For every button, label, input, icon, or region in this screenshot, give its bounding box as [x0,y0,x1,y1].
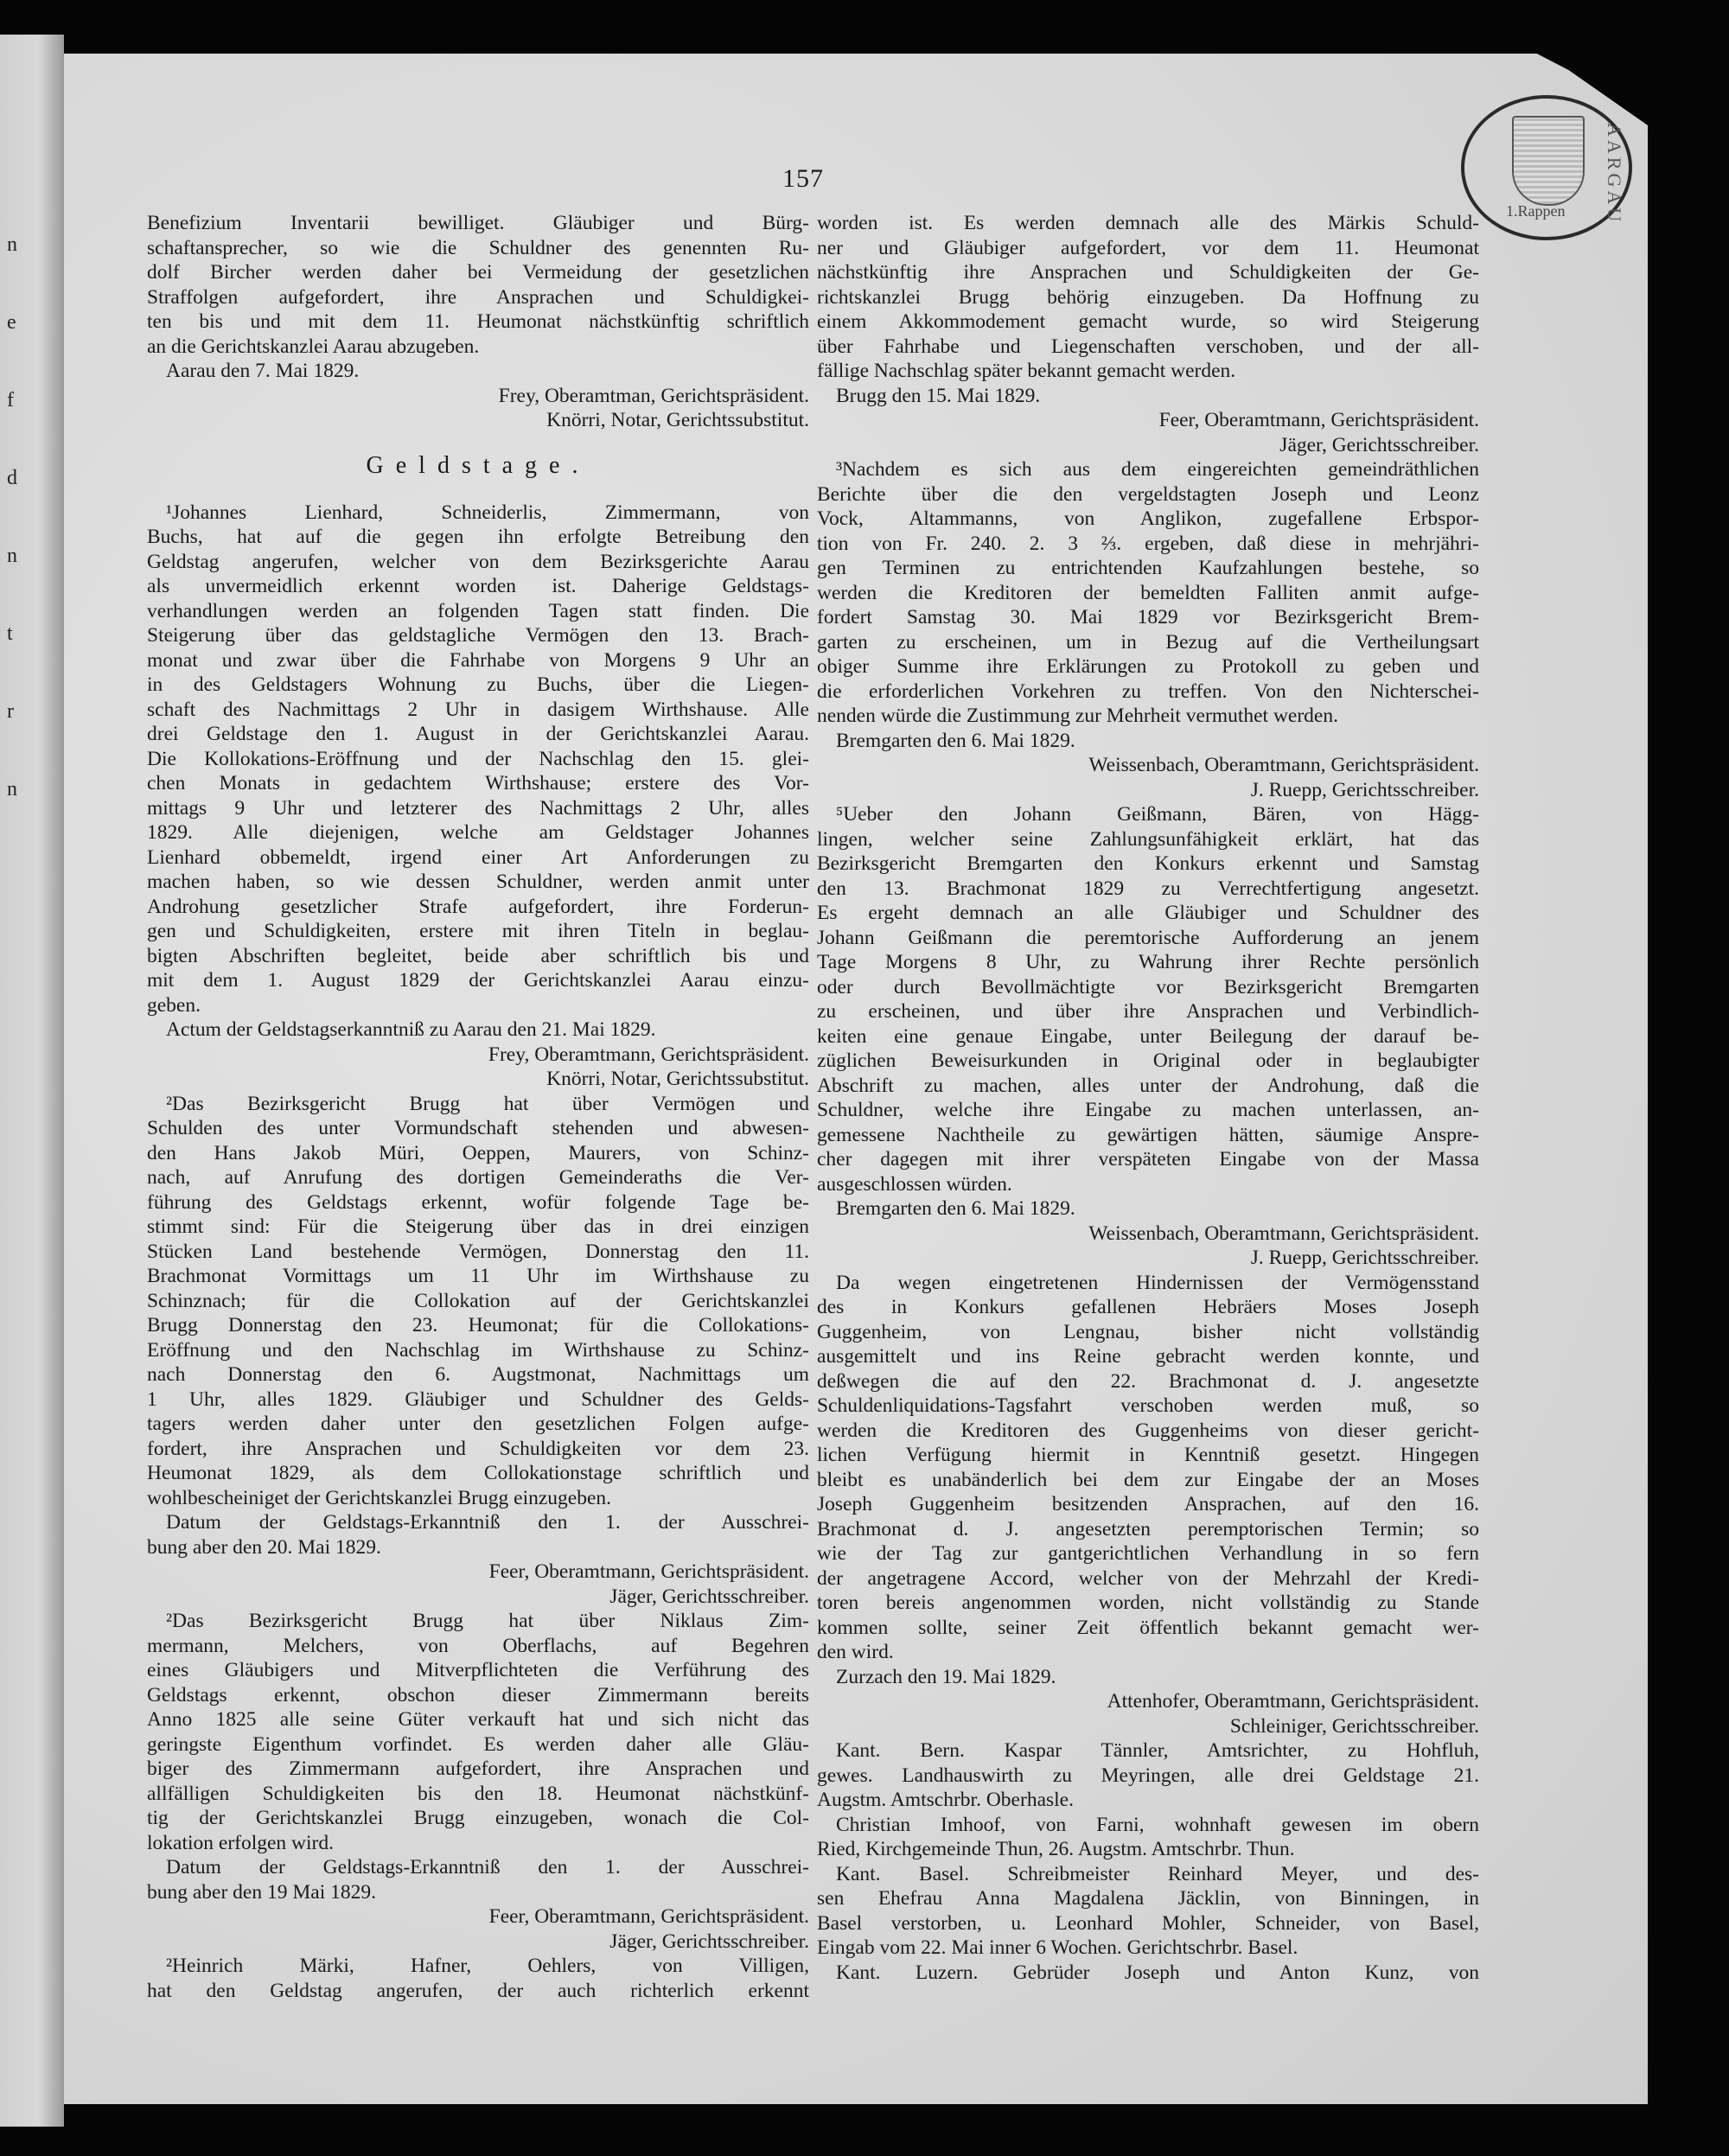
text-line: führung des Geldstags erkennt, wofür folgende Tage be- [147,1190,809,1214]
previous-page-letter: r [7,700,14,723]
text-line: Jäger, Gerichtsschreiber. [1279,433,1479,456]
previous-page-letter: d [7,467,17,489]
text-line: als unvermeidlich erkennt worden ist. Daherige Geldstags- [147,575,809,597]
text-line: Brachmonat d. J. angesetzten peremptorischen Termin; so [817,1517,1479,1540]
signature-block [817,408,1479,457]
dateline [147,1017,809,1043]
text-line: Es ergeht demnach an alle Gläubiger und Schuldner des [817,902,1479,924]
text-line: Schuldenliquidations-Tagsfahrt verschoben werden muß, so [817,1394,1479,1417]
notice-paragraph [817,1813,1479,1862]
text-line: Weissenbach, Oberamtmann, Gerichtspräsident. [1088,1222,1479,1245]
text-line: gen und Schuldigkeiten, erstere mit ihren Titeln in beglau- [147,920,809,942]
dateline [817,1196,1479,1222]
text-line: Bremgarten den 6. Mai 1829. [836,729,1075,752]
text-line: monat und zwar über die Fahrhabe von Morgens 9 Uhr an [147,648,809,672]
text-line: Schleiniger, Gerichtsschreiber. [1229,1714,1479,1738]
text-line: wie der Tag zur gantgerichtlichen Verhandlung in so fern [817,1542,1479,1565]
text-line: nach, auf Anrufung des dortigen Gemeinderaths die Ver- [147,1166,809,1189]
text-line: werden die Kreditoren der bemeldten Falliten anmit aufge- [817,581,1479,604]
notice-paragraph [817,457,1479,729]
text-line: lichen Verfügung hiermit in Kenntniß gesetzt. Hingegen [817,1444,1479,1466]
notice-paragraph [817,1271,1479,1665]
text-line: ²Das Bezirksgericht Brugg hat über Niklaus Zim- [166,1610,809,1632]
text-line: Brugg Donnerstag den 23. Heumonat; für die Collokations- [147,1314,809,1336]
text-line: ausgemittelt und ins Reine gebracht werden konnte, und [817,1345,1479,1368]
text-line: Androhung gesetzlicher Strafe aufgefordert, ihre Forderun- [147,895,809,918]
text-line: Datum der Geldstags-Erkanntniß den 1. der Ausschrei- [166,1856,809,1879]
signature-block [817,1222,1479,1271]
text-line: nach Donnerstag den 6. Augstmonat, Nachmittags um [147,1363,809,1386]
text-line: Da wegen eingetretenen Hindernissen der Vermögensstand [836,1271,1479,1294]
text-line: ²Heinrich Märki, Hafner, Oehlers, von Villigen, [166,1955,809,1977]
text-line: verhandlungen werden an folgenden Tagen statt finden. Die [147,599,809,622]
previous-page-edge [0,35,64,2127]
text-line: über Fahrhabe und Liegenschaften verschoben, und der all- [817,335,1479,358]
text-line: lokation erfolgen wird. [147,1831,335,1854]
text-line: Kant. Basel. Schreibmeister Reinhard Meyer, und des- [836,1862,1479,1885]
text-line: Attenhofer, Oberamtmann, Gerichtspräsident. [1107,1690,1479,1713]
text-line: keiten eine genaue Eingabe, unter Beilegung der darauf be- [817,1024,1479,1048]
notice-paragraph [147,1092,809,1511]
signature-block [147,1560,809,1609]
text-line: ¹Johannes Lienhard, Schneiderlis, Zimmermann, von [166,501,809,524]
text-line: Frey, Oberamtmann, Gerichtspräsident. [488,1043,809,1066]
text-line: Knörri, Notar, Gerichtssubstitut. [546,1068,809,1090]
text-line: eines Gläubigers und Mitverpflichteten die Verführung des [147,1659,809,1681]
text-line: Knörri, Notar, Gerichtssubstitut. [546,409,809,431]
text-line: Anno 1825 alle seine Güter verkauft hat und sich nicht das [147,1708,809,1731]
text-line: Geldstag angerufen, welcher von dem Bezirksgerichte Aarau [147,550,809,573]
postage-stamp [1461,95,1632,240]
text-line: toren bereis angenommen worden, nicht vollständig zu Stande [817,1591,1479,1614]
text-line: bleibt es unabänderlich bei dem zur Eingabe der an Moses [817,1468,1479,1491]
text-line: geben. [147,993,201,1017]
text-line: schaftansprecher, so wie die Schuldner des genennten Ru- [147,236,809,259]
text-line: bigten Abschriften begleitet, beide aber schriftlich bis und [147,944,809,967]
text-line: Feer, Oberamtmann, Gerichtspräsident. [1158,409,1479,431]
notice-paragraph [817,1961,1479,1986]
text-line: ²Das Bezirksgericht Brugg hat über Vermögen und [166,1092,809,1115]
text-line: den Hans Jakob Müri, Oeppen, Maurers, von Schinz- [147,1141,809,1164]
notice-paragraph [817,1738,1479,1813]
text-line: bung aber den 19 Mai 1829. [147,1880,376,1904]
text-line: 1 Uhr, alles 1829. Gläubiger und Schuldner des Gelds- [147,1387,809,1411]
dateline [147,359,809,384]
text-line: Ried, Kirchgemeinde Thun, 26. Augstm. Amtschrbr. Thun. [817,1838,1295,1860]
text-line: oder durch Bevollmächtigte vor Bezirksgericht Bremgarten [817,975,1479,998]
text-line: Joseph Guggenheim besitzenden Ansprachen, auf den 16. [817,1493,1479,1515]
text-line: Kant. Luzern. Gebrüder Joseph und Anton Kunz, von [836,1961,1479,1984]
notice-paragraph [147,1954,809,2003]
text-line: fällige Nachschlag später bekannt gemacht werden. [817,360,1236,382]
text-line: mermann, Melchers, von Oberflachs, auf Begehren [147,1634,809,1657]
text-line: fordert, ihre Ansprachen und Schuldigkeiten vor dem 23. [147,1437,809,1460]
text-line: fordert Samstag 30. Mai 1829 vor Bezirksgericht Brem- [817,606,1479,628]
text-line: einem Akkommodement gemacht wurde, so wird Steigerung [817,310,1479,333]
text-line: Aarau den 7. Mai 1829. [166,360,360,382]
text-line: Schinznach; für die Collokation auf der Gerichtskanzlei [147,1289,809,1312]
text-line: Eingab vom 22. Mai inner 6 Wochen. Gerichtschrbr. Basel. [817,1936,1298,1959]
text-line: ausgeschlossen würden. [817,1172,1012,1196]
text-line: Jäger, Gerichtsschreiber. [609,1930,809,1953]
text-line: gemessene Nachtheile zu gewärtigen hätten, säumige Anspre- [817,1123,1479,1146]
text-line: gewes. Landhauswirth zu Meyringen, alle drei Geldstage 21. [817,1764,1479,1787]
signature-block [817,1689,1479,1738]
text-line: Bremgarten den 6. Mai 1829. [836,1197,1075,1220]
text-line: richtskanzlei Brugg behörig einzugeben. Da Hoffnung zu [817,285,1479,309]
text-line: mit dem 1. August 1829 der Gerichtskanzlei Aarau einzu- [147,969,809,992]
text-line: mittags 9 Uhr und letzterer des Nachmittags 2 Uhr, alles [147,796,809,820]
left-column [147,211,809,2003]
text-line: tig der Gerichtskanzlei Brugg einzugeben, wonach die Col- [147,1807,809,1829]
notice-paragraph [817,802,1479,1196]
text-line: Benefizium Inventarii bewilliget. Gläubiger und Bürg- [147,212,809,234]
text-line: kommen sollte, seiner Zeit öffentlich bekannt gemacht wer- [817,1616,1479,1639]
text-line: deßwegen die auf den 22. Brachmonat d. J. angesetzte [817,1369,1479,1393]
text-line: obiger Summe ihre Erklärungen zu Protokoll zu geben und [817,655,1479,678]
text-line: Brachmonat Vormittags um 11 Uhr im Wirthshause zu [147,1265,809,1287]
text-line: in des Geldstagers Wohnung zu Buchs, über die Liegen- [147,673,809,696]
previous-page-letter: t [7,622,13,645]
text-line: Guggenheim, von Lengnau, bisher nicht vollständig [817,1320,1479,1343]
text-line: ner und Gläubiger aufgefordert, vor dem 11. Heumonat [817,236,1479,259]
text-line: Berichte über die den vergeldstagten Joseph und Leonz [817,482,1479,506]
dateline [817,384,1479,409]
text-line: bung aber den 20. Mai 1829. [147,1535,381,1559]
text-line: gen Terminen zu entrichtenden Kaufzahlungen bestehe, so [817,557,1479,579]
signature-block [147,384,809,433]
previous-page-letter: f [7,389,14,411]
text-line: machen haben, so wie dessen Schuldner, werden anmit unter [147,871,809,893]
text-line: sen Ehefrau Anna Magdalena Jäcklin, von Binningen, in [817,1887,1479,1910]
previous-page-letter: e [7,311,16,334]
text-line: Weissenbach, Oberamtmann, Gerichtspräsident. [1088,754,1479,776]
notice-paragraph [147,1855,809,1904]
text-line: Jäger, Gerichtsschreiber. [609,1585,809,1608]
text-line: Vock, Altammanns, von Anglikon, zugefallene Erbspor- [817,507,1479,530]
text-line: ³Nachdem es sich aus dem eingereichten gemeindräthlichen [836,458,1479,481]
text-line: Basel verstorben, u. Leonhard Mohler, Schneider, von Basel, [817,1911,1479,1935]
text-line: Bezirksgericht Bremgarten den Konkurs erkennt und Samstag [817,852,1479,875]
dateline [817,729,1479,754]
previous-page-letter: n [7,545,17,567]
notice-paragraph [147,1510,809,1560]
text-line: Steigerung über das geldstagliche Vermögen den 13. Brach- [147,624,809,647]
right-column [817,211,1479,1985]
text-line: Lienhard obbemeldt, irgend einer Art Anforderungen zu [147,845,809,869]
text-line: Feer, Oberamtmann, Gerichtspräsident. [488,1905,809,1928]
page-number: 157 [782,164,824,193]
text-line: dolf Bircher werden daher bei Vermeidung der gesetzlichen [147,261,809,284]
text-line: drei Geldstage den 1. August in der Gerichtskanzlei Aarau. [147,723,809,745]
text-line: Eröffnung und den Nachschlag im Wirthshause zu Schinz- [147,1338,809,1362]
stamp-value-text: 1.Rappen [1506,202,1566,220]
signature-block [147,1043,809,1092]
text-line: des in Konkurs gefallenen Hebräers Moses Joseph [817,1296,1479,1318]
notice-paragraph [817,1862,1479,1961]
text-line: garten zu erscheinen, um in Bezug auf die Vertheilungsart [817,630,1479,654]
text-line: Datum der Geldstags-Erkanntniß den 1. der Ausschrei- [166,1511,809,1534]
text-line: Christian Imhoof, von Farni, wohnhaft gewesen im obern [836,1813,1479,1836]
text-line: Brugg den 15. Mai 1829. [836,384,1041,407]
text-line: Stücken Land bestehende Vermögen, Donnerstag den 11. [147,1240,809,1263]
coat-of-arms-shield-icon [1512,116,1585,206]
text-line: Schuldner, welche ihre Eingabe zu machen unterlassen, an- [817,1099,1479,1121]
signature-block [147,1904,809,1954]
text-line: nächstkünftig ihre Ansprachen und Schuldigkeiten der Ge- [817,261,1479,284]
text-line: lingen, welcher seine Zahlungsunfähigkeit erklärt, hat das [817,827,1479,851]
text-line: Heumonat 1829, als dem Collokationstage schriftlich und [147,1462,809,1484]
text-line: nenden würde die Zustimmung zur Mehrheit vermuthet werden. [817,705,1338,727]
notice-paragraph [147,501,809,1018]
text-line: Die Kollokations-Eröffnung und der Nachschlag den 15. glei- [147,747,809,770]
text-line: ⁵Ueber den Johann Geißmann, Bären, von Hägg- [836,803,1479,826]
text-line: an die Gerichtskanzlei Aarau abzugeben. [147,335,480,358]
notice-paragraph [147,1609,809,1855]
text-line: Feer, Oberamtmann, Gerichtspräsident. [488,1560,809,1583]
text-line: Zurzach den 19. Mai 1829. [836,1665,1056,1688]
heading-text: Geldstage. [366,451,590,479]
text-line: worden ist. Es werden demnach alle des Märkis Schuld- [817,212,1479,234]
text-line: schaft des Nachmittags 2 Uhr in dasigem Wirthshause. Alle [147,698,809,721]
text-line: züglichen Beweisurkunden in Original oder in beglaubigter [817,1049,1479,1072]
stamp-region-text: AARGAU [1604,123,1625,226]
text-line: Frey, Oberamtman, Gerichtspräsident. [498,384,809,407]
text-line: tion von Fr. 240. 2. 3 ⅔. ergeben, daß diese in mehrjähri- [817,532,1479,555]
notice-paragraph [147,211,809,359]
text-line: den wird. [817,1641,894,1663]
text-line: stimmt sind: Für die Steigerung über das in drei einzigen [147,1215,809,1238]
text-line: J. Ruepp, Gerichtsschreiber. [1250,1247,1479,1269]
text-line: cher dagegen mit ihrer verspäteten Eingabe von der Massa [817,1148,1479,1170]
text-line: der angetragene Accord, welcher von der Mehrzahl der Kredi- [817,1566,1479,1590]
text-line: Actum der Geldstagserkanntniß zu Aarau den 21. Mai 1829. [166,1018,656,1041]
previous-page-letter: n [7,778,17,801]
text-line: Buchs, hat auf die gegen ihn erfolgte Betreibung den [147,526,809,548]
text-line: den 13. Brachmonat 1829 zu Verrechtfertigung angesetzt. [817,877,1479,900]
text-line: Johann Geißmann die peremtorische Aufforderung an jenem [817,926,1479,949]
text-line: wohlbescheiniget der Gerichtskanzlei Brugg einzugeben. [147,1486,612,1509]
text-line: Straffolgen aufgefordert, ihre Ansprachen und Schuldigkei- [147,285,809,309]
section-heading [147,440,809,492]
text-line: Tage Morgens 8 Uhr, zu Wahrung ihrer Rechte persönlich [817,951,1479,973]
text-line: geringste Eigenthum vorfindet. Es werden daher alle Gläu- [147,1732,809,1756]
text-line: Kant. Bern. Kaspar Tännler, Amtsrichter, zu Hohfluh, [836,1739,1479,1762]
text-line: Geldstags erkennt, obschon dieser Zimmermann bereits [147,1683,809,1706]
text-line: Schulden des unter Vormundschaft stehenden und abwesen- [147,1117,809,1139]
text-line: Augstm. Amtschrbr. Oberhasle. [817,1789,1074,1811]
text-line: biger des Zimmermann aufgefordert, ihre Ansprachen und [147,1757,809,1780]
text-line: hat den Geldstag angerufen, der auch richterlich erkennt [147,1979,809,2002]
text-line: J. Ruepp, Gerichtsschreiber. [1250,778,1479,801]
previous-page-letter: n [7,233,17,256]
text-line: werden die Kreditoren des Guggenheims von dieser gericht- [817,1419,1479,1442]
text-line: tagers werden daher unter den gesetzlichen Folgen aufge- [147,1413,809,1435]
text-line: chen Monats in gedachtem Wirthshause; erstere des Vor- [147,772,809,794]
signature-block [817,753,1479,802]
text-line: zu erscheinen, und über ihre Ansprachen und Verbindlich- [817,1000,1479,1023]
text-line: allfälligen Schuldigkeiten bis den 18. Heumonat nächstkünf- [147,1782,809,1805]
text-line: ten bis und mit dem 11. Heumonat nächstkünftig schriftlich [147,310,809,333]
notice-paragraph [817,211,1479,384]
text-line: 1829. Alle diejenigen, welche am Geldstager Johannes [147,821,809,844]
dateline [817,1665,1479,1690]
text-line: Abschrift zu machen, alles unter der Androhung, daß die [817,1074,1479,1097]
text-line: die erforderlichen Vorkehren zu treffen. Von den Nichterschei- [817,679,1479,703]
